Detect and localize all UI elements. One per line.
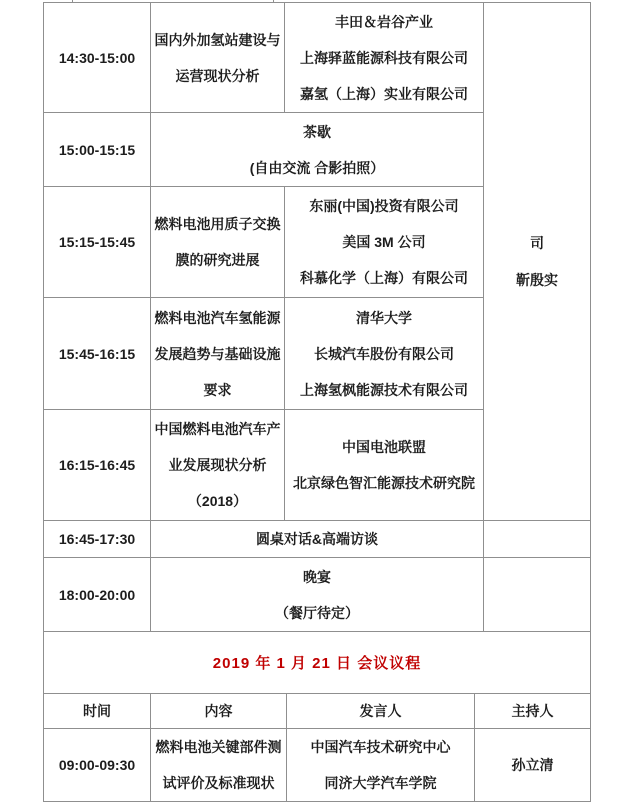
- speaker-line: 丰田＆岩谷产业: [335, 13, 433, 30]
- moderator-cell-empty: [484, 521, 591, 558]
- speaker-cell: [285, 187, 484, 298]
- topic-line: 燃料电池汽车氢能源: [154, 309, 281, 326]
- time-cell: 15:45-16:15: [44, 298, 151, 410]
- speaker-line: 科慕化学（上海）有限公司: [300, 270, 468, 286]
- topic-line: 发展趋势与基础设施: [154, 345, 281, 362]
- section-title: 2019 年 1 月 21 日 会议议程: [44, 632, 591, 694]
- header-row: [44, 694, 591, 729]
- speaker-line: 中国汽车技术研究中心: [310, 739, 451, 755]
- topic-line: 试评价及标准现状: [162, 775, 275, 791]
- speaker-cell: [285, 298, 484, 410]
- moderator-cell-empty: [484, 558, 591, 632]
- table-row: [44, 3, 591, 113]
- topic-line: 运营现状分析: [175, 67, 260, 84]
- speaker-line: 清华大学: [356, 309, 412, 326]
- column-header-moderator: 主持人: [475, 694, 591, 729]
- speaker-line: 上海氢枫能源技术有限公司: [300, 381, 468, 398]
- column-header-time: 时间: [44, 694, 151, 729]
- time-cell: 15:15-15:45: [44, 187, 151, 298]
- column-header-content: 内容: [151, 694, 287, 729]
- dinner-line: 晚宴: [303, 568, 331, 585]
- time-cell: 15:00-15:15: [44, 113, 151, 187]
- break-line: 茶歇: [303, 123, 331, 140]
- dinner-cell: [151, 558, 484, 632]
- time-cell: 09:00-09:30: [44, 729, 151, 802]
- agenda-table-day2: [43, 631, 591, 802]
- agenda-document: [43, 2, 591, 802]
- time-cell: 16:15-16:45: [44, 410, 151, 521]
- roundtable-cell: [151, 521, 484, 558]
- topic-cell: [151, 187, 285, 298]
- time-cell: 14:30-15:00: [44, 3, 151, 113]
- topic-line: 业发展现状分析: [168, 457, 267, 473]
- topic-line: 膜的研究进展: [175, 252, 260, 268]
- moderator-cell: [484, 3, 591, 521]
- dinner-line: （餐厅待定）: [275, 604, 359, 621]
- topic-line: 要求: [203, 381, 232, 398]
- speaker-cell: [285, 410, 484, 521]
- agenda-table-day1: [43, 2, 591, 632]
- speaker-line: 嘉氢（上海）实业有限公司: [300, 85, 468, 102]
- topic-line: 中国燃料电池汽车产: [154, 421, 281, 437]
- time-cell: 18:00-20:00: [44, 558, 151, 632]
- moderator-line: 司: [530, 234, 544, 251]
- table-row: [44, 558, 591, 632]
- topic-line: 燃料电池用质子交换: [154, 216, 281, 232]
- column-header-speaker: 发言人: [287, 694, 475, 729]
- speaker-line: 上海驿蓝能源科技有限公司: [300, 49, 468, 66]
- speaker-line: 中国电池联盟: [342, 439, 426, 455]
- speaker-line: 东丽(中国)投资有限公司: [309, 198, 459, 214]
- table-row: [44, 521, 591, 558]
- speaker-line: 北京绿色智汇能源技术研究院: [293, 475, 475, 491]
- moderator-line: 靳殷实: [516, 271, 558, 288]
- topic-cell: [151, 298, 285, 410]
- section-title-row: [44, 632, 591, 694]
- speaker-cell: [287, 729, 475, 802]
- topic-line: 燃料电池关键部件测: [155, 739, 282, 755]
- speaker-cell: [285, 3, 484, 113]
- roundtable-line: 圆桌对话&高端访谈: [255, 531, 379, 547]
- moderator-cell: 孙立清: [475, 729, 591, 802]
- time-cell: 16:45-17:30: [44, 521, 151, 558]
- speaker-line: 同济大学汽车学院: [324, 775, 437, 791]
- break-line: (自由交流 合影拍照）: [249, 159, 385, 176]
- topic-cell: [151, 410, 285, 521]
- topic-line: 国内外加氢站建设与: [154, 31, 281, 48]
- topic-cell: [151, 3, 285, 113]
- break-cell: [151, 113, 484, 187]
- topic-line: （2018）: [187, 493, 248, 509]
- speaker-line: 长城汽车股份有限公司: [314, 345, 454, 362]
- table-row: [44, 729, 591, 802]
- speaker-line: 美国 3M 公司: [342, 234, 426, 250]
- topic-cell: [151, 729, 287, 802]
